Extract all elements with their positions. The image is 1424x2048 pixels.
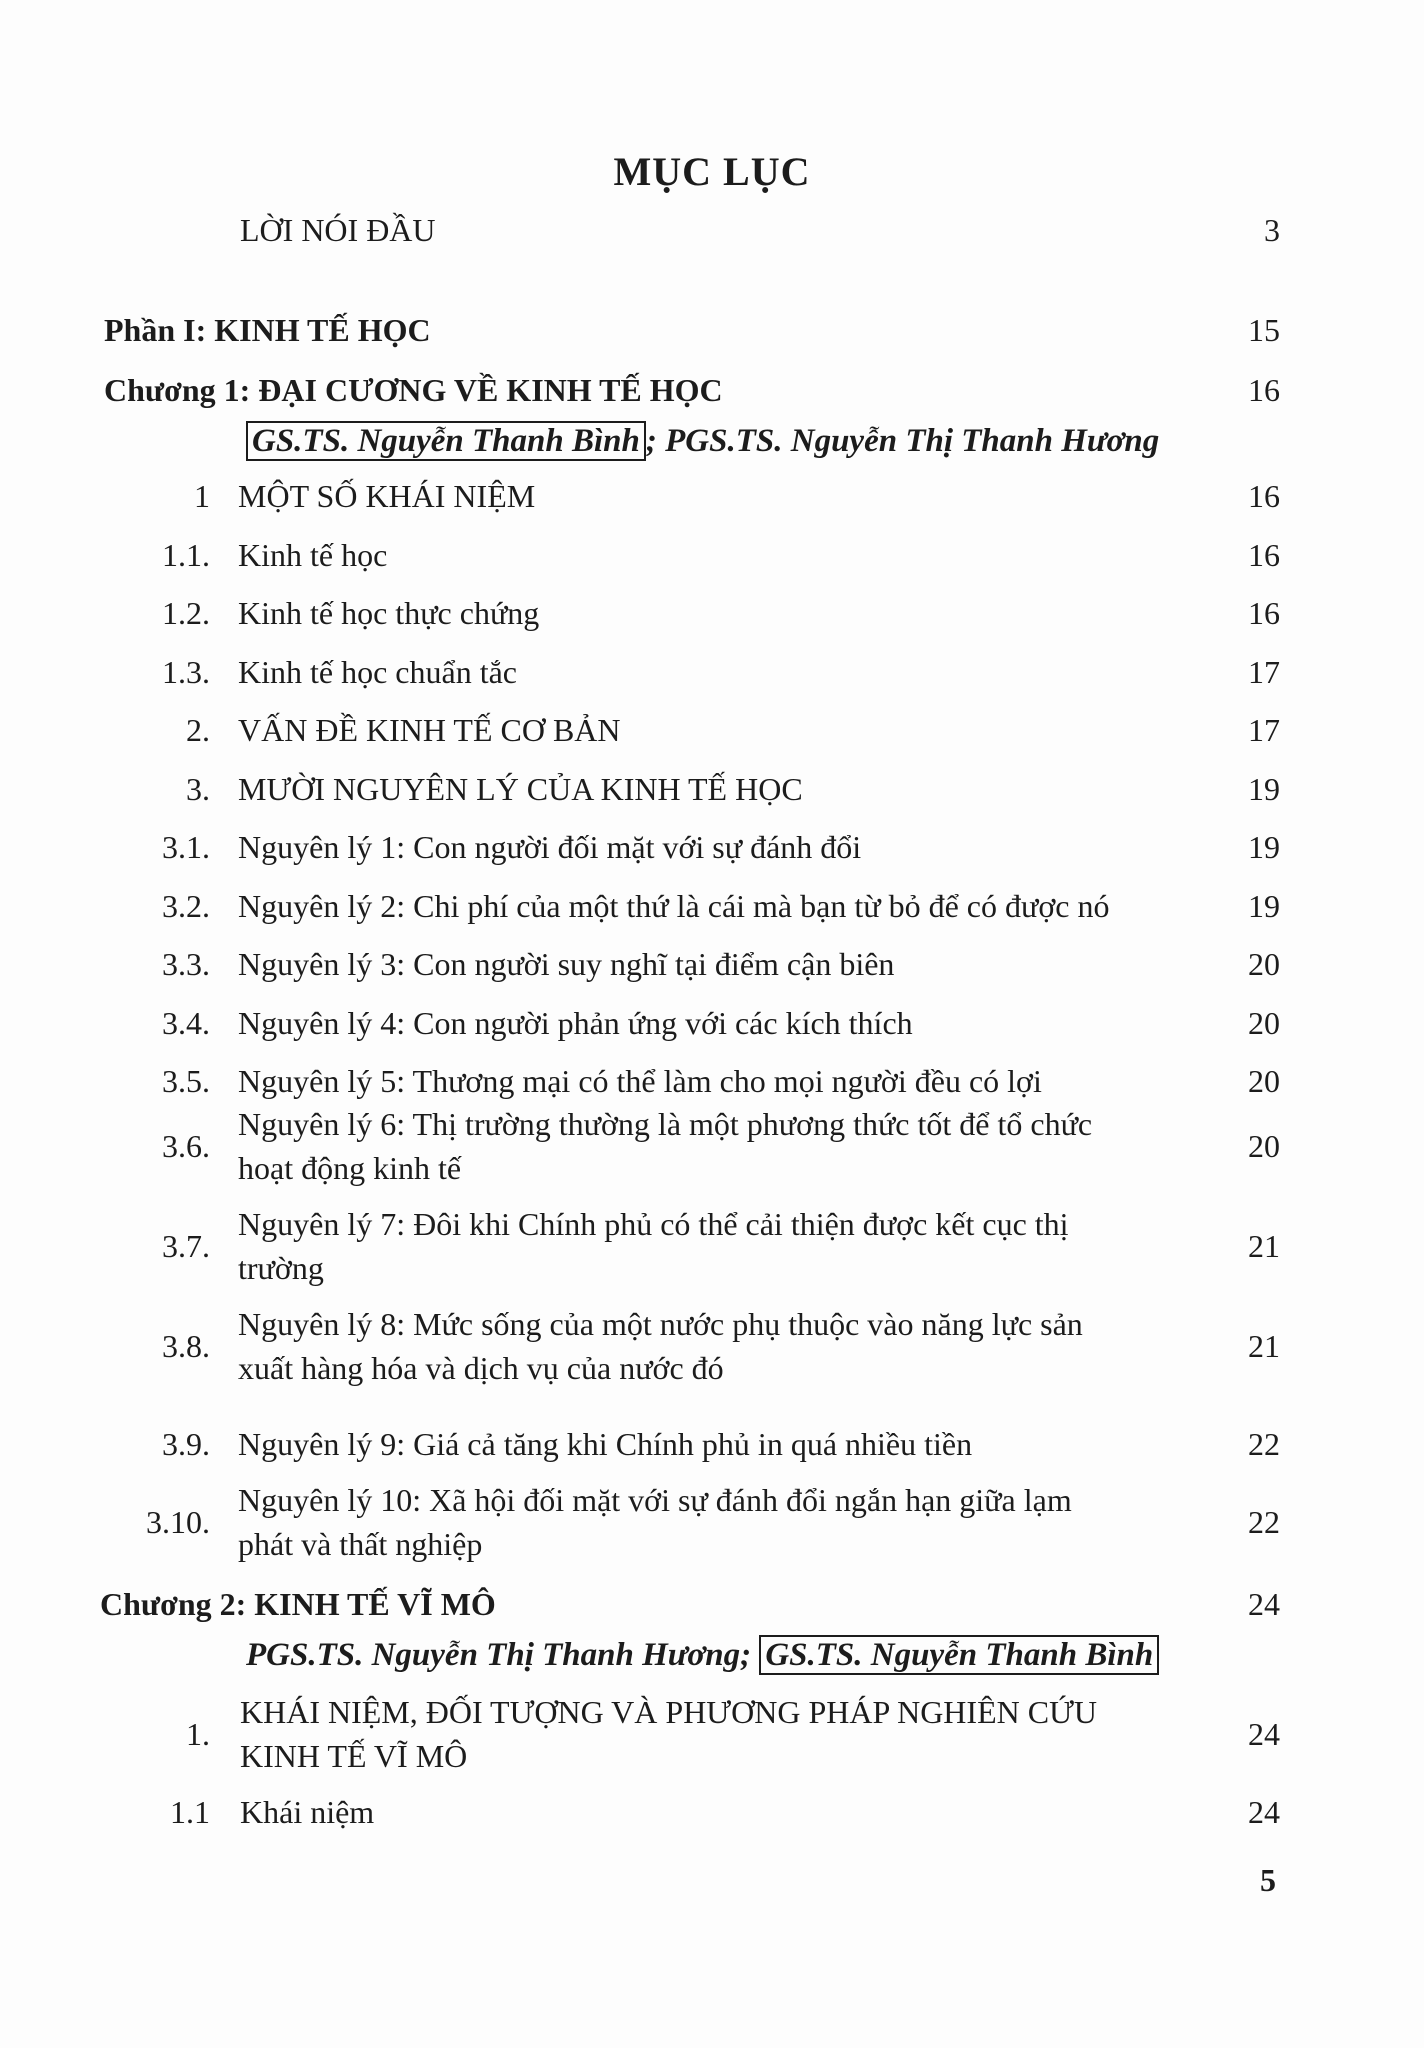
toc-entry-page: 24 xyxy=(1248,1716,1280,1752)
toc-entry-number: 3.10. xyxy=(146,1504,210,1540)
toc-entry-text: Nguyên lý 4: Con người phản ứng với các kích thích xyxy=(238,1005,913,1041)
toc-entry-text: Nguyên lý 5: Thương mại có thể làm cho mọi người đều có lợi xyxy=(238,1063,1042,1099)
toc-entry-number: 3.8. xyxy=(162,1328,210,1364)
toc-entry-number: 1.1. xyxy=(162,537,210,573)
toc-entry-number: 3.3. xyxy=(162,946,210,982)
toc-entry-text-line2: trường xyxy=(238,1250,324,1286)
toc-entry-page: 20 xyxy=(1248,1128,1280,1164)
author-secondary: PGS.TS. Nguyễn Thị Thanh Hương; xyxy=(246,1637,760,1673)
toc-entry-text: Nguyên lý 9: Giá cả tăng khi Chính phủ in quá nhiều tiền xyxy=(238,1426,973,1462)
toc-entry-page: 17 xyxy=(1248,654,1280,690)
toc-entry-text-line1: Nguyên lý 8: Mức sống của một nước phụ thuộc vào năng lực sản xyxy=(238,1306,1083,1342)
chapter-1-authors xyxy=(246,418,1159,464)
toc-entry-page: 16 xyxy=(1248,478,1280,514)
toc-chapter-1-page: 16 xyxy=(1248,372,1280,408)
toc-entry-text: Nguyên lý 1: Con người đối mặt với sự đánh đổi xyxy=(238,829,862,865)
author-boxed: GS.TS. Nguyễn Thanh Bình xyxy=(759,1635,1159,1675)
toc-entry-number: 3.2. xyxy=(162,888,210,924)
toc-chapter-1: Chương 1: ĐẠI CƯƠNG VỀ KINH TẾ HỌC xyxy=(104,372,723,408)
toc-entry-page: 22 xyxy=(1248,1504,1280,1540)
toc-entry-page: 20 xyxy=(1248,1005,1280,1041)
toc-chapter-2: Chương 2: KINH TẾ VĨ MÔ xyxy=(100,1586,496,1622)
toc-entry-number: 3.6. xyxy=(162,1128,210,1164)
toc-entry-page: 24 xyxy=(1248,1794,1280,1830)
toc-entry-text-line1: Nguyên lý 10: Xã hội đối mặt với sự đánh đổi ngắn hạn giữa lạm xyxy=(238,1482,1072,1518)
toc-entry-text: Nguyên lý 2: Chi phí của một thứ là cái mà bạn từ bỏ để có được nó xyxy=(238,888,1110,924)
author-secondary: PGS.TS. Nguyễn Thị Thanh Hương xyxy=(656,423,1160,459)
toc-entry-text: Kinh tế học thực chứng xyxy=(238,595,540,631)
toc-entry-text-line2: KINH TẾ VĨ MÔ xyxy=(240,1738,468,1774)
toc-entry-page: 21 xyxy=(1248,1228,1280,1264)
toc-entry-text: Kinh tế học xyxy=(238,537,388,573)
toc-entry-page: 16 xyxy=(1248,537,1280,573)
toc-part-1: Phần I: KINH TẾ HỌC xyxy=(104,312,431,348)
toc-entry-page: 22 xyxy=(1248,1426,1280,1462)
toc-entry-text: Khái niệm xyxy=(240,1794,375,1830)
toc-entry-number: 1 xyxy=(194,478,210,514)
toc-entry-page: 19 xyxy=(1248,829,1280,865)
toc-entry-number: 3.7. xyxy=(162,1228,210,1264)
toc-entry-text: MƯỜI NGUYÊN LÝ CỦA KINH TẾ HỌC xyxy=(238,771,803,807)
toc-entry-text-line2: hoạt động kinh tế xyxy=(238,1150,462,1186)
page-number: 5 xyxy=(1260,1862,1276,1898)
toc-entry-page: 19 xyxy=(1248,771,1280,807)
toc-entry-number: 3.1. xyxy=(162,829,210,865)
toc-chapter-2-page: 24 xyxy=(1248,1586,1280,1622)
toc-entry-text-line2: xuất hàng hóa và dịch vụ của nước đó xyxy=(238,1350,724,1386)
toc-entry-number: 1. xyxy=(186,1716,210,1752)
toc-entry-text: Nguyên lý 3: Con người suy nghĩ tại điểm cận biên xyxy=(238,946,895,982)
chapter-2-authors xyxy=(246,1632,1159,1678)
toc-entry-number: 1.3. xyxy=(162,654,210,690)
toc-entry-page: 21 xyxy=(1248,1328,1280,1364)
toc-preface: LỜI NÓI ĐẦU xyxy=(240,212,436,248)
author-boxed: GS.TS. Nguyễn Thanh Bình xyxy=(246,421,646,461)
toc-entry-page: 20 xyxy=(1248,1063,1280,1099)
toc-preface-page: 3 xyxy=(1264,212,1280,248)
page-title: MỤC LỤC xyxy=(613,149,811,194)
toc-entry-text-line1: Nguyên lý 7: Đôi khi Chính phủ có thể cải thiện được kết cục thị xyxy=(238,1206,1069,1242)
toc-entry-number: 3.9. xyxy=(162,1426,210,1462)
toc-entry-text-line2: phát và thất nghiệp xyxy=(238,1526,483,1562)
toc-entry-number: 3. xyxy=(186,771,210,807)
toc-entry-number: 3.4. xyxy=(162,1005,210,1041)
toc-entry-page: 16 xyxy=(1248,595,1280,631)
toc-entry-text-line1: KHÁI NIỆM, ĐỐI TƯỢNG VÀ PHƯƠNG PHÁP NGHIÊN CỨU xyxy=(240,1694,1097,1730)
toc-entry-page: 19 xyxy=(1248,888,1280,924)
toc-entry-number: 1.2. xyxy=(162,595,210,631)
toc-entry-number: 2. xyxy=(186,712,210,748)
toc-entry-number: 3.5. xyxy=(162,1063,210,1099)
toc-entry-text: Kinh tế học chuẩn tắc xyxy=(238,654,517,690)
toc-entry-text-line1: Nguyên lý 6: Thị trường thường là một phương thức tốt để tổ chức xyxy=(238,1106,1093,1142)
toc-entry-page: 20 xyxy=(1248,946,1280,982)
toc-entry-page: 17 xyxy=(1248,712,1280,748)
toc-entry-number: 1.1 xyxy=(170,1794,210,1830)
toc-entry-text: MỘT SỐ KHÁI NIỆM xyxy=(238,478,536,514)
toc-part-1-page: 15 xyxy=(1248,312,1280,348)
toc-entry-text: VẤN ĐỀ KINH TẾ CƠ BẢN xyxy=(238,712,621,748)
author-separator: ; xyxy=(645,423,657,459)
